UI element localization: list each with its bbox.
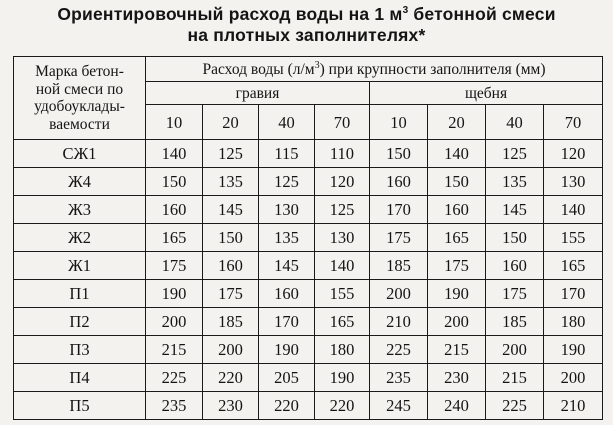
title-superscript: 3 <box>402 5 409 17</box>
table-row <box>14 392 603 420</box>
value-cell: 190 <box>146 280 203 308</box>
value-cell: 145 <box>486 196 544 224</box>
size-header-cell: 10 <box>146 105 203 140</box>
main-header-cell <box>146 57 603 82</box>
value-cell: 135 <box>486 168 544 196</box>
value-cell: 235 <box>370 364 428 392</box>
page-title <box>0 4 613 46</box>
mark-cell: П3 <box>14 336 146 364</box>
value-cell: 240 <box>428 392 486 420</box>
value-cell: 200 <box>370 280 428 308</box>
mark-header-line: Марка бетон- <box>35 63 124 80</box>
value-cell: 130 <box>259 196 315 224</box>
size-header-cell: 40 <box>259 105 315 140</box>
value-cell: 225 <box>370 336 428 364</box>
value-cell: 125 <box>315 196 370 224</box>
title-line-1-prefix: Ориентировочный расход воды на 1 м <box>57 4 403 24</box>
value-cell: 140 <box>146 140 203 168</box>
value-cell: 175 <box>428 252 486 280</box>
value-cell: 115 <box>259 140 315 168</box>
mark-header-cell <box>14 57 146 140</box>
title-line-1-suffix: бетонной смеси <box>408 4 556 24</box>
main-header-superscript: 3 <box>314 59 320 71</box>
value-cell: 220 <box>315 392 370 420</box>
value-cell: 140 <box>544 196 603 224</box>
value-cell: 140 <box>315 252 370 280</box>
value-cell: 130 <box>315 224 370 252</box>
value-cell: 190 <box>544 336 603 364</box>
mark-header-line: ваемости <box>49 115 110 133</box>
value-cell: 130 <box>544 168 603 196</box>
value-cell: 200 <box>428 308 486 336</box>
value-cell: 125 <box>203 140 259 168</box>
value-cell: 150 <box>428 168 486 196</box>
value-cell: 165 <box>315 308 370 336</box>
table-row <box>14 280 603 308</box>
value-cell: 185 <box>203 308 259 336</box>
value-cell: 180 <box>544 308 603 336</box>
value-cell: 190 <box>428 280 486 308</box>
table-row <box>14 140 603 168</box>
value-cell: 175 <box>146 252 203 280</box>
value-cell: 140 <box>428 140 486 168</box>
table-row <box>14 224 603 252</box>
value-cell: 215 <box>486 364 544 392</box>
table-row <box>14 364 603 392</box>
main-header-prefix: Расход воды (л/м <box>202 60 315 78</box>
mark-cell: П4 <box>14 364 146 392</box>
value-cell: 145 <box>259 252 315 280</box>
value-cell: 120 <box>544 140 603 168</box>
mark-cell: П2 <box>14 308 146 336</box>
value-cell: 215 <box>146 336 203 364</box>
mark-cell: СЖ1 <box>14 140 146 168</box>
size-header-cell: 70 <box>315 105 370 140</box>
value-cell: 175 <box>203 280 259 308</box>
value-cell: 150 <box>146 168 203 196</box>
value-cell: 200 <box>486 336 544 364</box>
value-cell: 200 <box>544 364 603 392</box>
value-cell: 200 <box>203 336 259 364</box>
mark-header-line: ной смеси по <box>35 80 124 98</box>
value-cell: 225 <box>486 392 544 420</box>
value-cell: 160 <box>146 196 203 224</box>
value-cell: 185 <box>370 252 428 280</box>
value-cell: 245 <box>370 392 428 420</box>
mark-cell: П5 <box>14 392 146 420</box>
value-cell: 160 <box>203 252 259 280</box>
table-row <box>14 252 603 280</box>
group-header-gravel: гравия <box>146 82 370 105</box>
value-cell: 170 <box>544 280 603 308</box>
size-header-cell: 40 <box>486 105 544 140</box>
value-cell: 220 <box>259 392 315 420</box>
value-cell: 180 <box>315 336 370 364</box>
mark-cell: Ж2 <box>14 224 146 252</box>
mark-header-line: удобоуклады- <box>34 98 125 115</box>
value-cell: 125 <box>486 140 544 168</box>
value-cell: 190 <box>315 364 370 392</box>
value-cell: 160 <box>428 196 486 224</box>
value-cell: 215 <box>428 336 486 364</box>
value-cell: 175 <box>486 280 544 308</box>
value-cell: 150 <box>370 140 428 168</box>
value-cell: 135 <box>259 224 315 252</box>
value-cell: 170 <box>259 308 315 336</box>
table-row <box>14 196 603 224</box>
value-cell: 135 <box>203 168 259 196</box>
table-row <box>14 168 603 196</box>
title-line-2: на плотных заполнителях* <box>187 25 426 45</box>
value-cell: 110 <box>315 140 370 168</box>
table-row <box>14 308 603 336</box>
size-header-cell: 20 <box>203 105 259 140</box>
value-cell: 230 <box>428 364 486 392</box>
value-cell: 145 <box>203 196 259 224</box>
mark-cell: Ж4 <box>14 168 146 196</box>
value-cell: 210 <box>370 308 428 336</box>
value-cell: 205 <box>259 364 315 392</box>
value-cell: 170 <box>370 196 428 224</box>
value-cell: 220 <box>203 364 259 392</box>
value-cell: 155 <box>544 224 603 252</box>
mark-cell: Ж3 <box>14 196 146 224</box>
mark-cell: П1 <box>14 280 146 308</box>
title-line-1 <box>0 4 613 25</box>
value-cell: 165 <box>544 252 603 280</box>
size-header-cell: 20 <box>428 105 486 140</box>
value-cell: 150 <box>203 224 259 252</box>
value-cell: 160 <box>259 280 315 308</box>
value-cell: 150 <box>486 224 544 252</box>
value-cell: 165 <box>428 224 486 252</box>
value-cell: 165 <box>146 224 203 252</box>
value-cell: 225 <box>146 364 203 392</box>
value-cell: 210 <box>544 392 603 420</box>
value-cell: 230 <box>203 392 259 420</box>
size-header-cell: 70 <box>544 105 603 140</box>
value-cell: 160 <box>370 168 428 196</box>
value-cell: 125 <box>259 168 315 196</box>
value-cell: 160 <box>486 252 544 280</box>
value-cell: 190 <box>259 336 315 364</box>
size-header-cell: 10 <box>370 105 428 140</box>
value-cell: 120 <box>315 168 370 196</box>
value-cell: 155 <box>315 280 370 308</box>
value-cell: 200 <box>146 308 203 336</box>
water-consumption-table <box>13 56 603 420</box>
value-cell: 175 <box>370 224 428 252</box>
mark-cell: Ж1 <box>14 252 146 280</box>
value-cell: 235 <box>146 392 203 420</box>
group-header-crushed-stone: щебня <box>370 82 603 105</box>
value-cell: 185 <box>486 308 544 336</box>
table-row <box>14 336 603 364</box>
main-header-suffix: ) при крупности заполнителя (мм) <box>319 60 546 78</box>
